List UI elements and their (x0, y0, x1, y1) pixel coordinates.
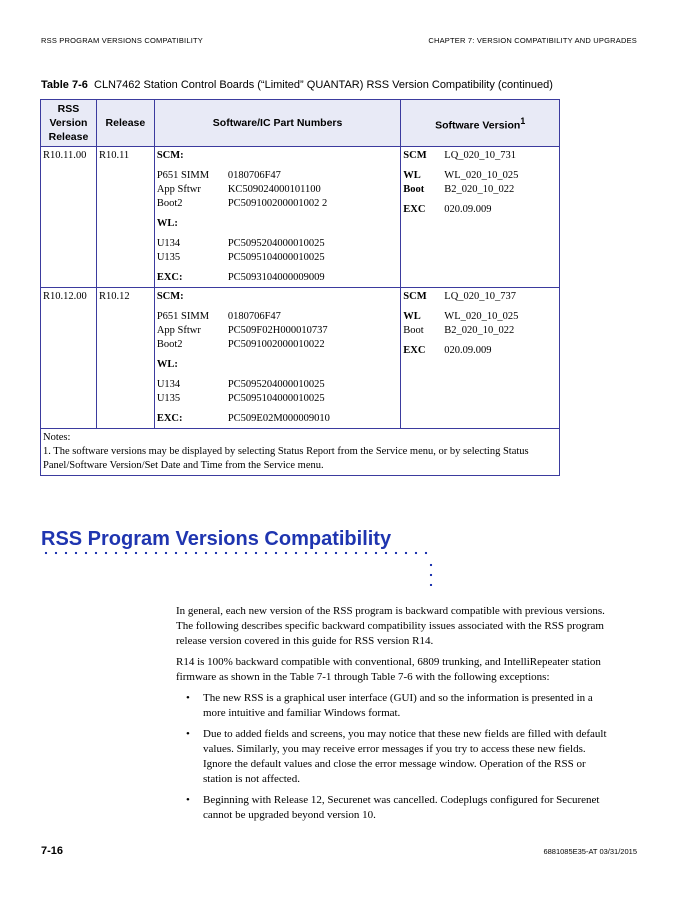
part-entry (157, 183, 398, 197)
sw-value: WL_020_10_025 (444, 311, 519, 322)
header-software-version-label: Software Version (435, 119, 521, 132)
section-rule-dotted-vertical (429, 560, 433, 586)
scm-label: SCM: (156, 291, 184, 302)
sw-value: WL_020_10_025 (444, 170, 519, 181)
part-key: P651 SIMM (156, 170, 210, 181)
wl-label: WL: (156, 218, 178, 229)
table-caption (41, 79, 553, 91)
table-caption-label: Table 7-6 (41, 79, 88, 91)
section-rule-dotted (41, 551, 433, 555)
notes-label: Notes: (43, 432, 71, 443)
list-item (176, 793, 616, 823)
notes-row (41, 429, 560, 476)
part-value: PC509F02H000010737 (227, 325, 328, 336)
part-value: PC5093104000009009 (227, 272, 325, 283)
part-key: U134 (156, 379, 181, 390)
exc-label: EXC: (156, 413, 183, 424)
list-item-text: Due to added fields and screens, you may notice that these new fields are filled with default values. Similarly, you may receive error messages if you try to access these new fields. Ignore the default values and close the error message window. Operation of the RSS or station is not affected. (203, 728, 607, 785)
sw-entry (403, 290, 557, 304)
part-entry (157, 324, 398, 338)
part-entry (157, 412, 398, 426)
scm-label: SCM: (156, 150, 184, 161)
header-software-version (401, 100, 560, 147)
part-value: PC5095204000010025 (227, 379, 325, 390)
list-item (176, 691, 616, 721)
wl-label: WL: (156, 359, 178, 370)
bullet-icon: • (186, 728, 190, 740)
part-entry (157, 392, 398, 406)
table-header-row (41, 100, 560, 147)
paragraph-2: R14 is 100% backward compatible with conventional, 6809 trunking, and IntelliRepeater station firmware as shown in the Table 7-1 through Table 7-6 with the following exceptions: (176, 656, 601, 683)
sw-entry (403, 310, 557, 324)
sw-key: EXC (403, 345, 426, 356)
part-value: 0180706F47 (227, 170, 281, 181)
sw-value: LQ_020_10_737 (444, 291, 517, 302)
bullet-icon: • (186, 794, 190, 806)
part-value: PC509100200001002 2 (227, 198, 328, 209)
cell-release: R10.12 (96, 288, 154, 429)
header-part-numbers: Software/IC Part Numbers (154, 100, 400, 147)
sw-entry (403, 149, 557, 163)
part-value: PC5095104000010025 (227, 393, 325, 404)
table-row (41, 147, 560, 288)
part-value: PC509E02M000009010 (227, 413, 330, 424)
cell-rss-version: R10.11.00 (41, 147, 97, 288)
sw-value: B2_020_10_022 (444, 184, 515, 195)
part-entry (157, 169, 398, 183)
part-key: App Sftwr (156, 184, 201, 195)
cell-part-numbers (154, 288, 400, 429)
sw-entry (403, 203, 557, 217)
list-item (176, 727, 616, 787)
sw-entry (403, 344, 557, 358)
section-body (176, 604, 616, 829)
part-value: PC5095204000010025 (227, 238, 325, 249)
part-key: Boot2 (156, 198, 183, 209)
table-caption-text: CLN7462 Station Control Boards (“Limited” QUANTAR) RSS Version Compatibility (continued) (94, 79, 553, 91)
note-1: 1. The software versions may be displayed by selecting Status Report from the Service menu, or by selecting Status Panel/Software Version/Set Date and Time from the Service menu. (43, 446, 529, 471)
header-release: Release (96, 100, 154, 147)
compatibility-table (40, 99, 560, 476)
sw-key: Boot (403, 184, 425, 195)
running-header-right: CHAPTER 7: VERSION COMPATIBILITY AND UPGRADES (428, 36, 637, 45)
part-entry (157, 251, 398, 265)
sw-value: B2_020_10_022 (444, 325, 515, 336)
part-key: U134 (156, 238, 181, 249)
exceptions-list (176, 691, 616, 823)
sw-value: LQ_020_10_731 (444, 150, 517, 161)
bullet-icon: • (186, 692, 190, 704)
notes-cell (41, 429, 560, 476)
sw-key: SCM (403, 291, 427, 302)
sw-key: WL (403, 311, 421, 322)
section-title: RSS Program Versions Compatibility (41, 528, 392, 550)
part-key: Boot2 (156, 339, 183, 350)
sw-key: EXC (403, 204, 426, 215)
part-entry (157, 197, 398, 211)
running-header-left: RSS PROGRAM VERSIONS COMPATIBILITY (41, 36, 203, 45)
part-entry (157, 271, 398, 285)
list-item-text: The new RSS is a graphical user interface (GUI) and so the information is presented in a more intuitive and familiar Windows format. (203, 692, 593, 719)
part-key: U135 (156, 252, 181, 263)
cell-part-numbers (154, 147, 400, 288)
sw-entry (403, 183, 557, 197)
sw-entry (403, 169, 557, 183)
part-value: 0180706F47 (227, 311, 281, 322)
page-number: 7-16 (41, 845, 64, 857)
part-key: P651 SIMM (156, 311, 210, 322)
sw-entry (403, 324, 557, 338)
header-rss-version: RSS Version Release (41, 100, 97, 147)
exc-label: EXC: (156, 272, 183, 283)
list-item-text: Beginning with Release 12, Securenet was cancelled. Codeplugs configured for Securenet cannot be upgraded beyond version 10. (203, 794, 600, 821)
sw-key: SCM (403, 150, 427, 161)
document-id: 6881085E35-AT 03/31/2015 (543, 847, 637, 856)
part-key: App Sftwr (156, 325, 201, 336)
cell-release: R10.11 (96, 147, 154, 288)
part-value: PC5091002000010022 (227, 339, 325, 350)
cell-rss-version: R10.12.00 (41, 288, 97, 429)
part-entry (157, 237, 398, 251)
sw-key: Boot (403, 325, 424, 336)
cell-software-version (401, 147, 560, 288)
sw-key: WL (403, 170, 421, 181)
part-entry (157, 338, 398, 352)
part-value: PC5095104000010025 (227, 252, 325, 263)
footnote-marker: 1 (520, 115, 526, 126)
table-row (41, 288, 560, 429)
part-entry (157, 378, 398, 392)
part-value: KC509024000101100 (227, 184, 321, 195)
cell-software-version (401, 288, 560, 429)
part-entry (157, 310, 398, 324)
sw-value: 020.09.009 (444, 204, 492, 215)
sw-value: 020.09.009 (444, 345, 492, 356)
part-key: U135 (156, 393, 181, 404)
paragraph-1: In general, each new version of the RSS program is backward compatible with previous versions. The following describes specific backward compatibility issues associated with the RSS program release version covered in this guide for RSS version R14. (176, 605, 605, 647)
